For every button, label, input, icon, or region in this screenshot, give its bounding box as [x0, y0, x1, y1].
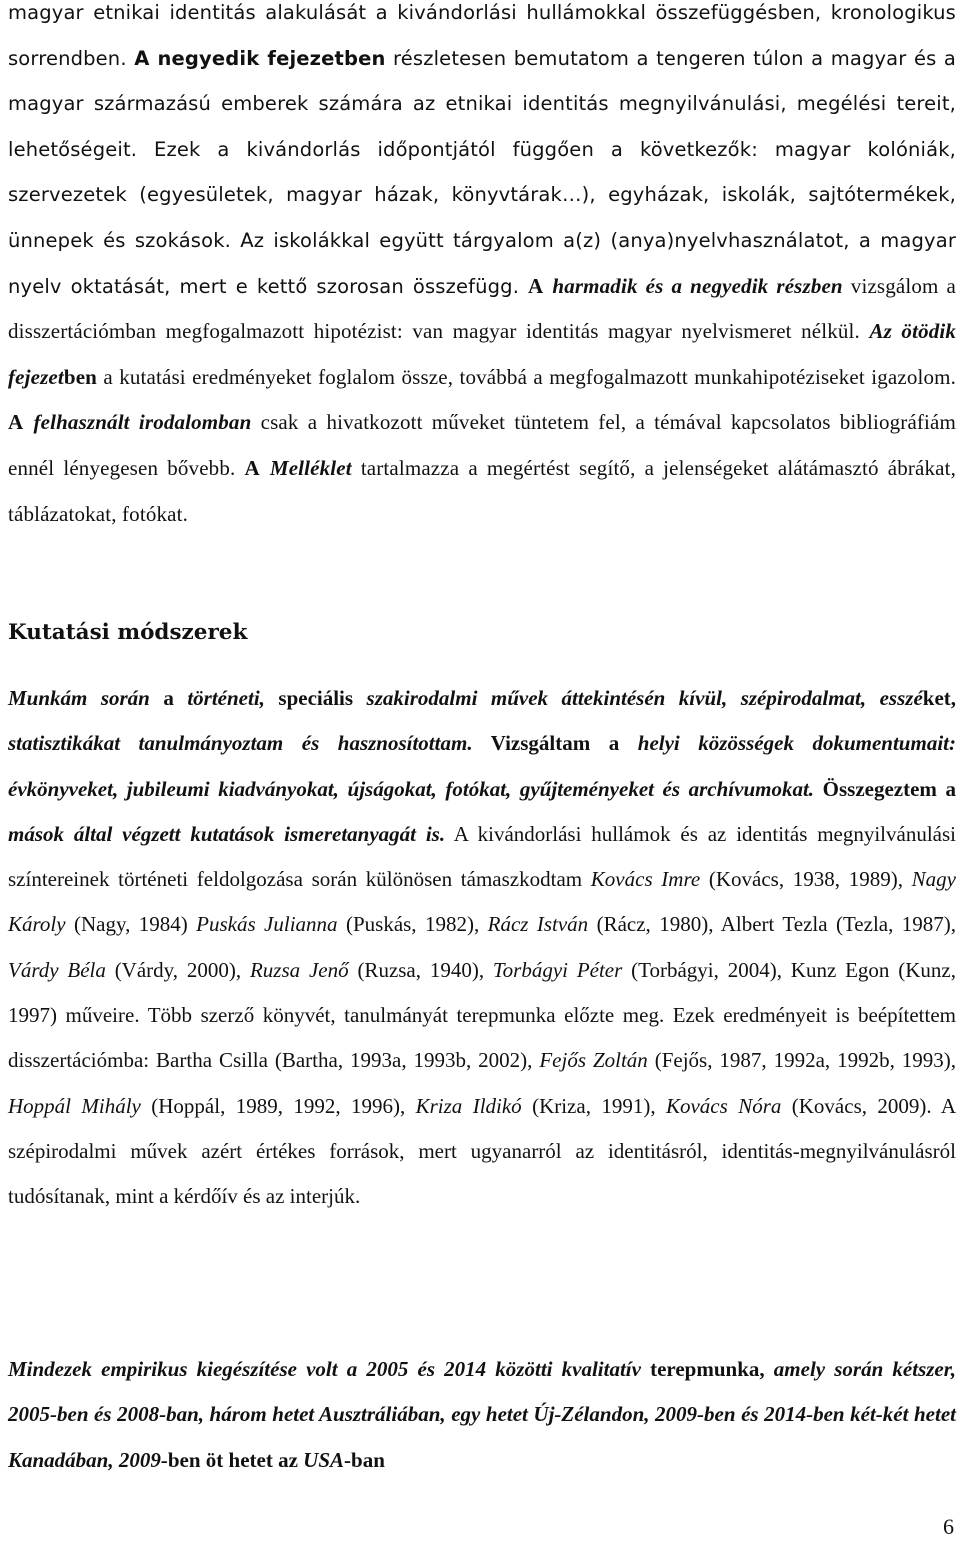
- emphasis-run: Vizsgáltam a: [472, 731, 638, 756]
- author-name: Rácz István: [487, 912, 589, 937]
- emphasis-run: ket,: [922, 686, 957, 710]
- emphasis-run: ben: [63, 364, 97, 389]
- author-name: Fejős Zoltán: [539, 1048, 648, 1073]
- text-run: (Rácz, 1980), Albert Tezla (Tezla, 1987),: [588, 912, 957, 937]
- emphasis-run: Mindezek empirikus kiegészítése volt a 2005 és 2014 közötti kvalitatív: [8, 1357, 641, 1381]
- text-run: (Nagy, 1984): [65, 912, 197, 937]
- text-run: A kivándorlási hullámok és az identitás megnyilvánulási színtereinek történeti feldolgozása során különösen támaszkodtam: [8, 821, 957, 892]
- text-run: [260, 457, 270, 480]
- emphasis-run: A negyedik fejezetben: [134, 46, 386, 70]
- author-name: Kovács Imre: [590, 867, 701, 892]
- text-run: részletesen bemutatom a tengeren túlon a magyar és a magyar származású emberek számára az etnikai identitás megnyilvánulási, megélési tereit, lehetőségeit. Ezek a kivándorlás időpontjától függően a következők: magyar kolóniák, szervezetek (egyesületek, magyar házak, könyvtárak…), egyházak, iskolák, sajtótermékek, ünnepek és szokások. Az iskolákkal együtt tárgyalom a(z) (anya)nyelvhasználatot, a magyar nyelv oktatását, mert e kettő szorosan összefügg.: [8, 46, 957, 298]
- emphasis-run: harmadik és a negyedik részben: [552, 273, 843, 298]
- author-name: Torbágyi Péter: [492, 957, 623, 982]
- author-name: Puskás Julianna: [196, 912, 338, 937]
- emphasis-run: helyi közösségek dokumentumait: évkönyveket, jubileumi kiadványokat, újságokat, fotókat, gyűjteményeket és archívumokat.: [8, 731, 956, 801]
- emphasis-run: Munkám során: [8, 686, 150, 710]
- emphasis-run: Melléklet: [269, 455, 352, 480]
- author-name: Kovács Nóra: [665, 1093, 782, 1118]
- text-run: magyar etnikai identitás alakulását a kivándorlási hullámokkal összefüggésben, kronologikus sorrendben.: [8, 1, 956, 70]
- text-run: a kutatási eredményeket foglalom össze, továbbá a megfogalmazott munkahipotéziseket igazolom.: [97, 364, 956, 389]
- emphasis-run: mások által végzett kutatások ismeretanyagát is.: [8, 821, 446, 846]
- text-run: (Várdy, 2000),: [105, 957, 250, 982]
- author-name: Nagy Károly: [8, 867, 956, 937]
- methods-paragraph: [8, 676, 956, 1220]
- author-name: Hoppál Mihály: [8, 1093, 141, 1118]
- emphasis-run: a: [149, 686, 188, 710]
- emphasis-run: Az ötödik fejezet: [8, 319, 957, 389]
- author-name: Kriza Ildikó: [415, 1093, 522, 1118]
- text-run: [23, 411, 33, 434]
- emphasis-run: szakirodalmi művek áttekintésén kívül, szépirodalmat, esszé: [366, 686, 923, 710]
- emphasis-run: terepmunka,: [640, 1357, 774, 1381]
- text-run: (Hoppál, 1989, 1992, 1996),: [140, 1093, 416, 1118]
- text-run: (Ruzsa, 1940),: [348, 957, 493, 982]
- author-name: Várdy Béla: [8, 957, 106, 982]
- emphasis-run: speciális: [264, 686, 367, 710]
- text-run: vizsgálom a disszertációmban megfogalmazott hipotézist: van magyar identitás magyar nyelvismeret nélkül.: [8, 273, 956, 344]
- fieldwork-paragraph: [8, 1347, 956, 1483]
- section-heading: Kutatási módszerek: [8, 620, 248, 645]
- intro-paragraph: [8, 0, 956, 537]
- emphasis-run: ben öt hetet az: [167, 1447, 304, 1472]
- text-run: (Puskás, 1982),: [337, 912, 488, 937]
- page-number: 6: [943, 1514, 954, 1539]
- emphasis-run: felhasznált irodalomban: [33, 410, 252, 435]
- emphasis-run: -ban: [344, 1447, 385, 1472]
- emphasis-run: A: [244, 455, 260, 480]
- text-run: tartalmazza a megértést segítő, a jelenségeket alátámasztó ábrákat, táblázatokat, fotókat.: [8, 455, 956, 526]
- emphasis-run: statisztikákat tanulmányoztam és hasznosítottam.: [8, 731, 473, 756]
- text-run: csak a hivatkozott műveket tüntetem fel, a témával kapcsolatos bibliográfiám ennél lényegesen bővebb.: [8, 410, 956, 480]
- emphasis-run: történeti,: [187, 686, 265, 710]
- emphasis-run: A: [8, 410, 24, 435]
- emphasis-run: Összegeztem a: [814, 776, 956, 801]
- emphasis-run: amely során kétszer, 2005-ben és 2008-ban, három hetet Ausztráliában, egy hetet Új-Zélandon, 2009-ben és 2014-ben két-két hetet Kanadában, 2009-: [8, 1357, 957, 1472]
- text-run: (Torbágyi, 2004), Kunz Egon (Kunz, 1997) műveire. Több szerző könyvét, tanulmányát terepmunka előzte meg. Ezek eredményeit is beépítettem disszertációmba: Bartha Csilla (Bartha, 1993a, 1993b, 2002),: [8, 957, 956, 1073]
- text-run: (Kovács, 2009). A szépirodalmi művek azért értékes források, mert ugyanarról az identitásról, identitás-megnyilvánulásról tudósítanak, mint a kérdőív és az interjúk.: [8, 1093, 957, 1209]
- text-run: (Kriza, 1991),: [521, 1093, 666, 1118]
- emphasis-run: USA: [303, 1447, 345, 1472]
- text-run: (Kovács, 1938, 1989),: [700, 867, 912, 892]
- text-run: (Fejős, 1987, 1992a, 1992b, 1993),: [647, 1048, 956, 1073]
- author-name: Ruzsa Jenő: [249, 957, 349, 982]
- emphasis-run: A: [528, 273, 544, 298]
